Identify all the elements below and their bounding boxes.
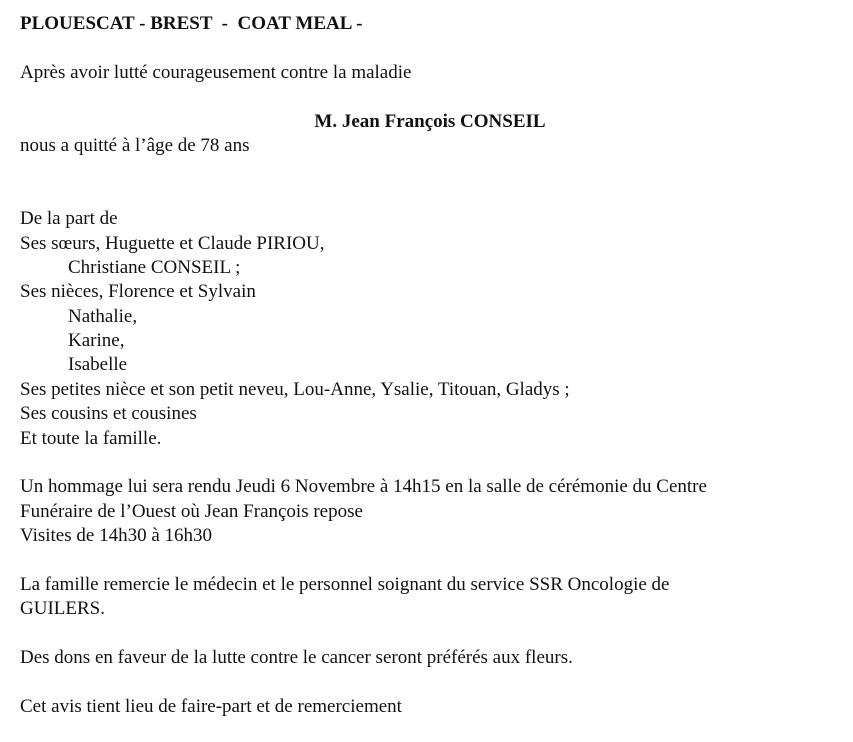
- donations-text: Des dons en faveur de la lutte contre le cancer seront préférés aux fleurs.: [20, 647, 573, 669]
- family-line-niece-2: Karine,: [68, 330, 125, 352]
- obituary-document: [20, 12, 840, 719]
- age-text: nous a quitté à l’âge de 78 ans: [20, 134, 250, 156]
- family-line-sister-2: Christiane CONSEIL ;: [68, 256, 241, 278]
- ceremony-line-2: Funéraire de l’Ouest où Jean François repose: [20, 500, 363, 522]
- family-line-whole-family: Et toute la famille.: [20, 427, 162, 449]
- thanks-line-1: La famille remercie le médecin et le personnel soignant du service SSR Oncologie de: [20, 574, 670, 595]
- closing-text: Cet avis tient lieu de faire-part et de remerciement: [20, 695, 402, 717]
- spacer: [20, 622, 840, 646]
- family-line-niece-3: Isabelle: [68, 354, 128, 376]
- intro-text: Après avoir lutté courageusement contre la maladie: [20, 61, 412, 83]
- spacer: [20, 671, 840, 695]
- location-header: PLOUESCAT - BREST - COAT MEAL -: [20, 13, 363, 34]
- ceremony-line-1: Un hommage lui sera rendu Jeudi 6 Novembre à 14h15 en la salle de cérémonie du Centre: [20, 476, 707, 498]
- spacer: [20, 85, 840, 109]
- visits-text: Visites de 14h30 à 16h30: [20, 525, 213, 547]
- spacer: [20, 549, 840, 573]
- spacer: [20, 451, 840, 475]
- family-line-nieces: Ses nièces, Florence et Sylvain: [20, 281, 256, 303]
- family-line-niece-1: Nathalie,: [68, 305, 138, 327]
- family-intro: De la part de: [20, 208, 118, 230]
- spacer: [20, 36, 840, 60]
- spacer: [20, 158, 840, 207]
- thanks-line-2: GUILERS.: [20, 598, 105, 620]
- deceased-name: M. Jean François CONSEIL: [314, 110, 546, 132]
- family-line-cousins: Ses cousins et cousines: [20, 403, 197, 425]
- family-line-grand-nieces: Ses petites nièce et son petit neveu, Lou-Anne, Ysalie, Titouan, Gladys ;: [20, 378, 570, 400]
- family-line-sisters: Ses sœurs, Huguette et Claude PIRIOU,: [20, 232, 325, 254]
